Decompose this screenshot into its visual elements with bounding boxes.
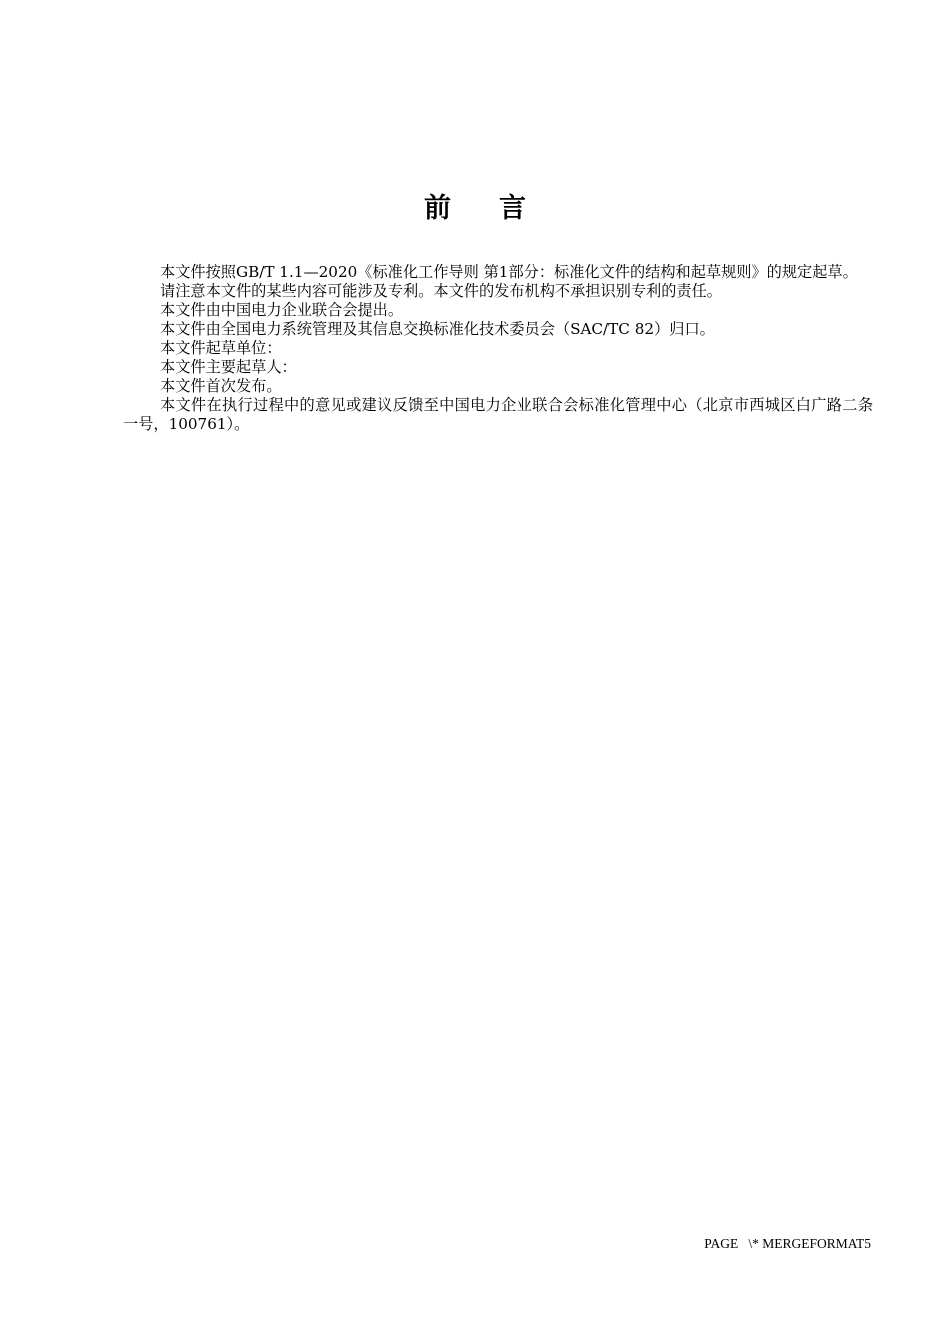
foreword-body [123,263,873,434]
paragraph: 本文件首次发布。 [160,377,282,395]
title-char-1: 前 [424,193,451,224]
paragraph: 本文件按照GB/T 1.1—2020《标准化工作导则 第1部分：标准化文件的结构和起草规则》的规定起草。 [160,263,858,281]
paragraph: 本文件主要起草人： [160,358,297,376]
paragraph: 本文件在执行过程中的意见或建议反馈至中国电力企业联合会标准化管理中心（北京市西城区白广路二条一号，100761）。 [123,396,873,433]
paragraph: 本文件由中国电力企业联合会提出。 [160,301,403,319]
paragraph: 本文件起草单位： [160,339,282,357]
page-title [0,186,950,225]
paragraph: 本文件由全国电力系统管理及其信息交换标准化技术委员会（SAC/TC 82）归口。 [160,320,715,338]
page-footer: PAGE \* MERGEFORMAT5 [704,1236,871,1251]
title-char-2: 言 [499,193,526,224]
paragraph: 请注意本文件的某些内容可能涉及专利。本文件的发布机构不承担识别专利的责任。 [160,282,722,300]
